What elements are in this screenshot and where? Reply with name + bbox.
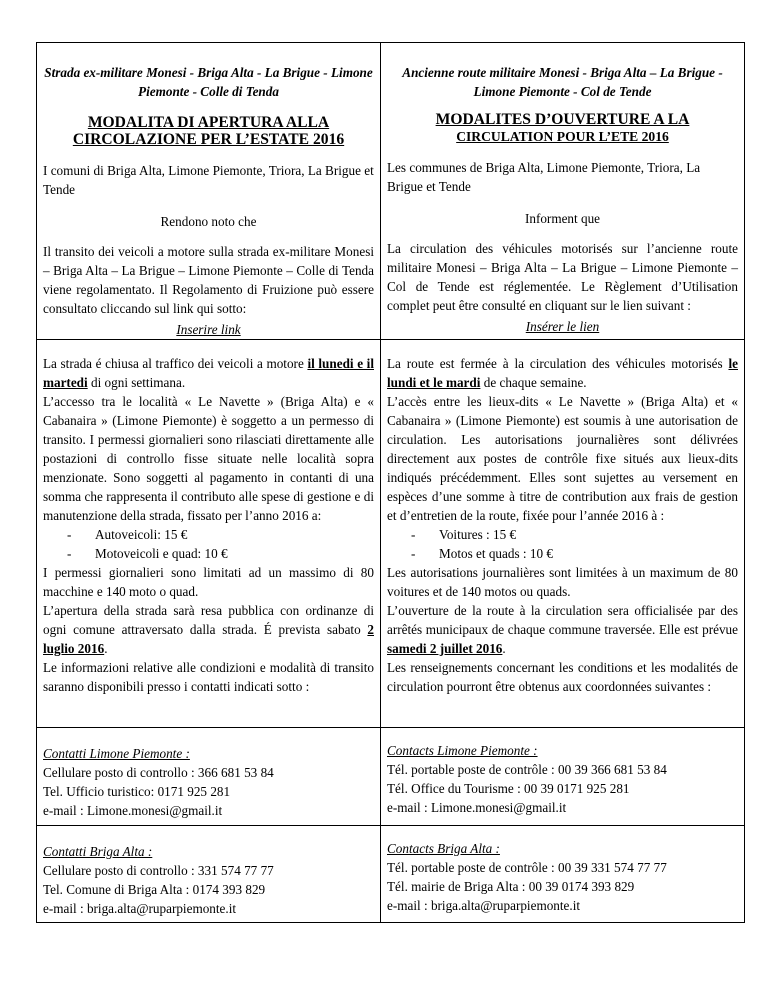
italian-contacts-limone-email: e-mail : Limone.monesi@gmail.it (43, 803, 223, 818)
italian-limits: I permessi giornalieri sono limitati ad un massimo di 80 macchine e 140 moto o quad. (43, 565, 374, 599)
italian-opening-date: 2 luglio 2016 (43, 622, 374, 656)
italian-heading (43, 114, 374, 148)
french-contacts-briga-tel: Tél. mairie de Briga Alta : 00 39 0174 393 829 (387, 879, 635, 894)
italian-link[interactable]: Inserire link (176, 322, 241, 337)
french-fee-item (387, 544, 738, 563)
header-row (37, 43, 745, 340)
italian-fee-text: Autoveicoli: 15 € (95, 527, 188, 542)
italian-contacts-briga-phone: Cellulare posto di controllo : 331 574 77 77 (43, 863, 274, 878)
french-access: L’accès entre les lieux-dits « Le Navette » (Briga Alta) et « Cabanaira » (Limone Piemonte) est soumis à une autorisation de circulation. Les autorisations journalières sont délivrées directement aux postes de contrôle fixe situés aux lieux-dits indiqués précédemment. Elles sont sujettes au versement en espèces d’une somme à titre de contribution aux frais de gestion et d’entretien de la route, fixée pour l’année 2016 à : (387, 394, 738, 523)
italian-closure-pre: La strada é chiusa al traffico dei veicoli a motore (43, 356, 308, 371)
italian-contacts-briga-tel: Tel. Comune di Briga Alta : 0174 393 829 (43, 882, 266, 897)
italian-title: Strada ex-militare Monesi - Briga Alta - La Brigue - Limone Piemonte - Colle di Tenda (44, 65, 373, 99)
french-fee-item (387, 525, 738, 544)
french-regulation: La circulation des véhicules motorisés sur l’ancienne route militaire Monesi – Briga Alta – La Brigue – Limone Piemonte – Col de Tende est réglementée. Le Règlement d’Utilisation complet peut être consulté en cliquant sur le lien suivant : (387, 241, 738, 313)
french-body-cell (381, 340, 745, 728)
list-dash: - (67, 546, 72, 561)
french-contacts-briga-email: e-mail : briga.alta@ruparpiemonte.it (387, 898, 581, 913)
french-contacts-limone-phone: Tél. portable poste de contrôle : 00 39 366 681 53 84 (387, 762, 667, 777)
french-info: Les renseignements concernant les conditions et les modalités de circulation pourront être obtenus aux coordonnées suivantes : (387, 660, 738, 694)
french-closure (387, 354, 738, 392)
italian-contacts-briga-cell (37, 826, 381, 923)
french-link[interactable]: Insérer le lien (525, 319, 600, 334)
italian-heading-line2: CIRCOLAZIONE PER L’ESTATE 2016 (72, 131, 345, 148)
body-row (37, 340, 745, 728)
italian-body-cell (37, 340, 381, 728)
list-dash: - (411, 527, 416, 542)
italian-fee-item (43, 544, 374, 563)
italian-contacts-briga-title: Contatti Briga Alta : (43, 844, 153, 859)
italian-access: L’accesso tra le località « Le Navette » (Briga Alta) e « Cabanaira » (Limone Piemonte) è soggetto a un permesso di transito. I permessi giornalieri sono rilasciati direttamente alle postazioni di controllo fisse situate nelle località sopra menzionate. Sono soggetti al pagamento in contanti di una somma che rappresenta il contributo alle spese di gestione e di manutenzione della strada, fissato per l’anno 2016 a: (43, 394, 374, 523)
list-dash: - (67, 527, 72, 542)
italian-contacts-limone-phone: Cellulare posto di controllo : 366 681 53 84 (43, 765, 274, 780)
italian-opening (43, 601, 374, 658)
french-fee-text: Voitures : 15 € (439, 527, 517, 542)
french-municipalities: Les communes de Briga Alta, Limone Piemonte, Triora, La Brigue et Tende (387, 160, 701, 194)
french-contacts-limone-email: e-mail : Limone.monesi@gmail.it (387, 800, 567, 815)
french-header-cell (381, 43, 745, 340)
french-opening-pre: L’ouverture de la route à la circulation sera officialisée par des arrêtés municipaux de chaque commune traversée. Elle est prévue (387, 603, 738, 637)
italian-contacts-briga-email: e-mail : briga.alta@ruparpiemonte.it (43, 901, 237, 916)
french-contacts-briga-phone: Tél. portable poste de contrôle : 00 39 331 574 77 77 (387, 860, 667, 875)
italian-contacts-limone-title: Contatti Limone Piemonte : (43, 746, 190, 761)
italian-fee-item (43, 525, 374, 544)
french-contacts-limone-tel: Tél. Office du Tourisme : 00 39 0171 925 281 (387, 781, 630, 796)
italian-contacts-limone-tel: Tel. Ufficio turistico: 0171 925 281 (43, 784, 231, 799)
french-closure-post: de chaque semaine. (480, 375, 587, 390)
french-announce: Informent que (524, 211, 601, 226)
italian-closure-days: il lunedi e il martedi (43, 356, 374, 390)
french-title: Ancienne route militaire Monesi - Briga Alta – La Brigue - Limone Piemonte - Col de Tende (402, 65, 723, 99)
french-opening (387, 601, 738, 658)
italian-opening-post: . (104, 641, 108, 656)
italian-info: Le informazioni relative alle condizioni e modalità di transito saranno disponibili presso i contatti indicati sotto : (43, 660, 374, 694)
french-heading-line1: MODALITES D’OUVERTURE A LA (435, 111, 690, 128)
italian-fee-text: Motoveicoli e quad: 10 € (95, 546, 228, 561)
french-closure-pre: La route est fermée à la circulation des véhicules motorisés (387, 356, 729, 371)
french-limits: Les autorisations journalières sont limitées à un maximum de 80 voitures et de 140 motos ou quads. (387, 565, 738, 599)
italian-municipalities: I comuni di Briga Alta, Limone Piemonte, Triora, La Brigue et Tende (43, 163, 374, 197)
italian-header-cell (37, 43, 381, 340)
french-opening-date: samedi 2 juillet 2016 (387, 641, 503, 656)
french-contacts-limone-cell (381, 728, 745, 826)
italian-closure-post: di ogni settimana. (87, 375, 186, 390)
french-fee-text: Motos et quads : 10 € (439, 546, 553, 561)
italian-contacts-limone-cell (37, 728, 381, 826)
french-contacts-briga-title: Contacts Briga Alta : (387, 841, 500, 856)
french-contacts-limone-title: Contacts Limone Piemonte : (387, 743, 538, 758)
french-heading-line2: CIRCULATION POUR L’ETE 2016 (456, 129, 669, 144)
french-closure-days: le lundi et le mardi (387, 356, 738, 390)
italian-closure (43, 354, 374, 392)
italian-regulation: Il transito dei veicoli a motore sulla strada ex-militare Monesi – Briga Alta – La Brigue – Limone Piemonte – Colle di Tenda viene regolamentato. Il Regolamento di Fruizione può essere consultato cliccando sul link qui sotto: (43, 244, 374, 316)
italian-heading-line1: MODALITA DI APERTURA ALLA (87, 114, 330, 131)
italian-announce: Rendono noto che (160, 214, 257, 229)
french-opening-post: . (502, 641, 506, 656)
contacts-briga-row (37, 826, 745, 923)
contacts-limone-row (37, 728, 745, 826)
list-dash: - (411, 546, 416, 561)
italian-opening-pre: L’apertura della strada sarà resa pubblica con ordinanze di ogni comune attraversato dalla strada. É prevista sabato (43, 603, 374, 637)
french-heading (387, 111, 738, 145)
french-contacts-briga-cell (381, 826, 745, 923)
bilingual-table (36, 42, 745, 923)
